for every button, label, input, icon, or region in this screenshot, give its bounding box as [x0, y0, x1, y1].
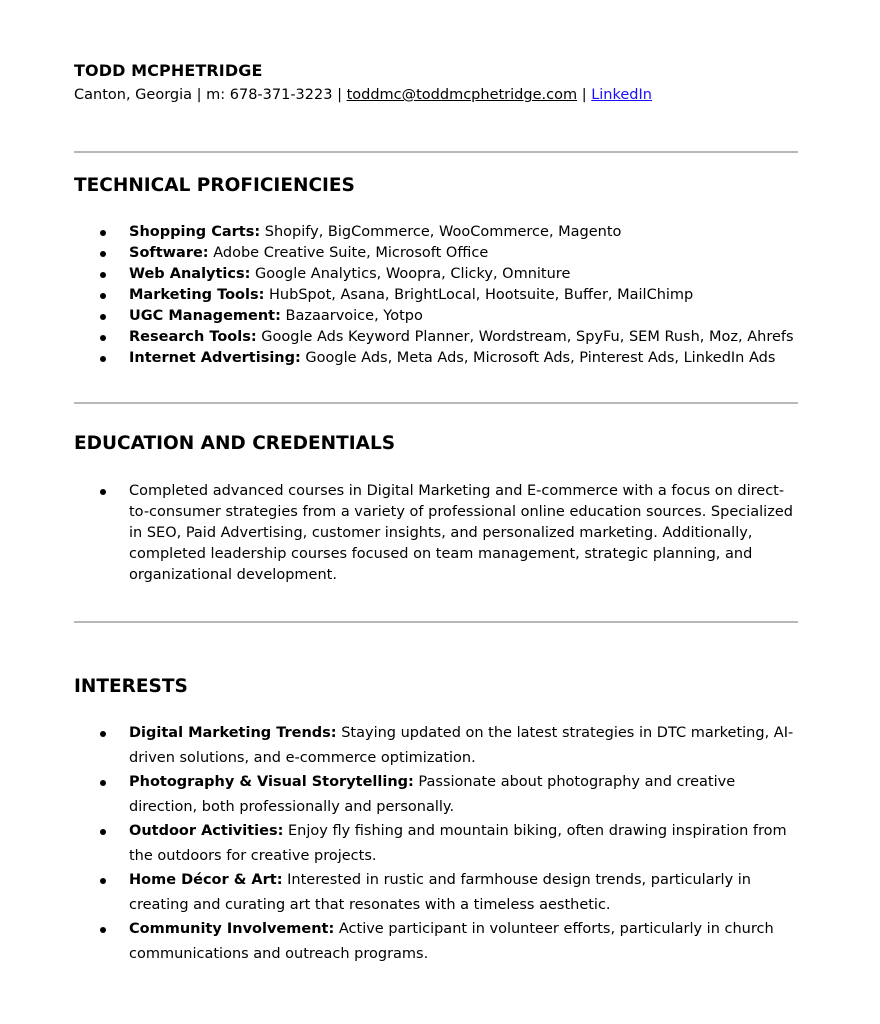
linkedin-link[interactable]: LinkedIn [591, 87, 652, 103]
bullet-icon [100, 272, 106, 278]
education-list [74, 481, 798, 586]
item-label: Community Involvement: [129, 921, 335, 937]
list-item [74, 481, 798, 586]
section-title-interests: INTERESTS [74, 676, 188, 697]
list-item [74, 348, 798, 369]
contact-location-phone: Canton, Georgia | m: 678-371-3223 | [74, 87, 347, 103]
bullet-icon [100, 731, 106, 737]
list-item [74, 721, 798, 770]
section-title-education: EDUCATION AND CREDENTIALS [74, 433, 396, 454]
bullet-icon [100, 356, 106, 362]
bullet-icon [100, 489, 106, 495]
item-text: Staying updated on the latest strategies in DTC marketing, AI-driven solutions, and e-commerce optimization. [129, 725, 794, 766]
bullet-icon [100, 927, 106, 933]
list-item [74, 327, 798, 348]
item-label: UGC Management: [129, 308, 281, 324]
item-text: Google Ads Keyword Planner, Wordstream, SpyFu, SEM Rush, Moz, Ahrefs [256, 329, 794, 345]
list-item [74, 306, 798, 327]
candidate-name: TODD MCPHETRIDGE [74, 61, 263, 80]
bullet-icon [100, 293, 106, 299]
item-label: Photography & Visual Storytelling: [129, 774, 414, 790]
list-item [74, 917, 798, 966]
list-item [74, 285, 798, 306]
item-label: Outdoor Activities: [129, 823, 284, 839]
item-text: Google Ads, Meta Ads, Microsoft Ads, Pinterest Ads, LinkedIn Ads [300, 350, 776, 366]
bullet-icon [100, 314, 106, 320]
contact-separator: | [577, 87, 592, 103]
item-text: Interested in rustic and farmhouse design trends, particularly in creating and curating art that resonates with a timeless aesthetic. [129, 872, 751, 913]
item-text: Shopify, BigCommerce, WooCommerce, Magento [260, 224, 622, 240]
item-text: Passionate about photography and creative direction, both professionally and personally. [129, 774, 736, 815]
interests-list [74, 721, 798, 966]
contact-line [74, 87, 652, 103]
item-text: HubSpot, Asana, BrightLocal, Hootsuite, Buffer, MailChimp [264, 287, 694, 303]
item-label: Software: [129, 245, 209, 261]
technical-list [74, 222, 798, 369]
bullet-icon [100, 780, 106, 786]
divider-2 [74, 402, 798, 404]
item-text: Bazaarvoice, Yotpo [280, 308, 423, 324]
divider-1 [74, 151, 798, 153]
item-text: Completed advanced courses in Digital Marketing and E-commerce with a focus on direct-to-consumer strategies from a variety of professional online education sources. Specialized in SEO, Paid Advertising, customer insights, and personalized marketing. Additionally, completed leadership courses focused on team management, strategic planning, and organizational development. [129, 483, 793, 583]
divider-3 [74, 621, 798, 623]
email-link[interactable]: toddmc@toddmcphetridge.com [346, 87, 578, 103]
list-item [74, 222, 798, 243]
item-text: Adobe Creative Suite, Microsoft Office [208, 245, 489, 261]
item-label: Web Analytics: [129, 266, 251, 282]
section-title-technical: TECHNICAL PROFICIENCIES [74, 175, 355, 196]
bullet-icon [100, 230, 106, 236]
item-label: Internet Advertising: [129, 350, 301, 366]
item-label: Research Tools: [129, 329, 257, 345]
item-text: Google Analytics, Woopra, Clicky, Omniture [250, 266, 571, 282]
bullet-icon [100, 335, 106, 341]
item-text: Enjoy fly fishing and mountain biking, often drawing inspiration from the outdoors for creative projects. [129, 823, 787, 864]
list-item [74, 264, 798, 285]
list-item [74, 819, 798, 868]
item-label: Shopping Carts: [129, 224, 261, 240]
list-item [74, 770, 798, 819]
list-item [74, 868, 798, 917]
item-label: Digital Marketing Trends: [129, 725, 337, 741]
bullet-icon [100, 829, 106, 835]
item-text: Active participant in volunteer efforts, particularly in church communications and outreach programs. [129, 921, 774, 962]
bullet-icon [100, 251, 106, 257]
bullet-icon [100, 878, 106, 884]
item-label: Home Décor & Art: [129, 872, 283, 888]
item-label: Marketing Tools: [129, 287, 265, 303]
list-item [74, 243, 798, 264]
